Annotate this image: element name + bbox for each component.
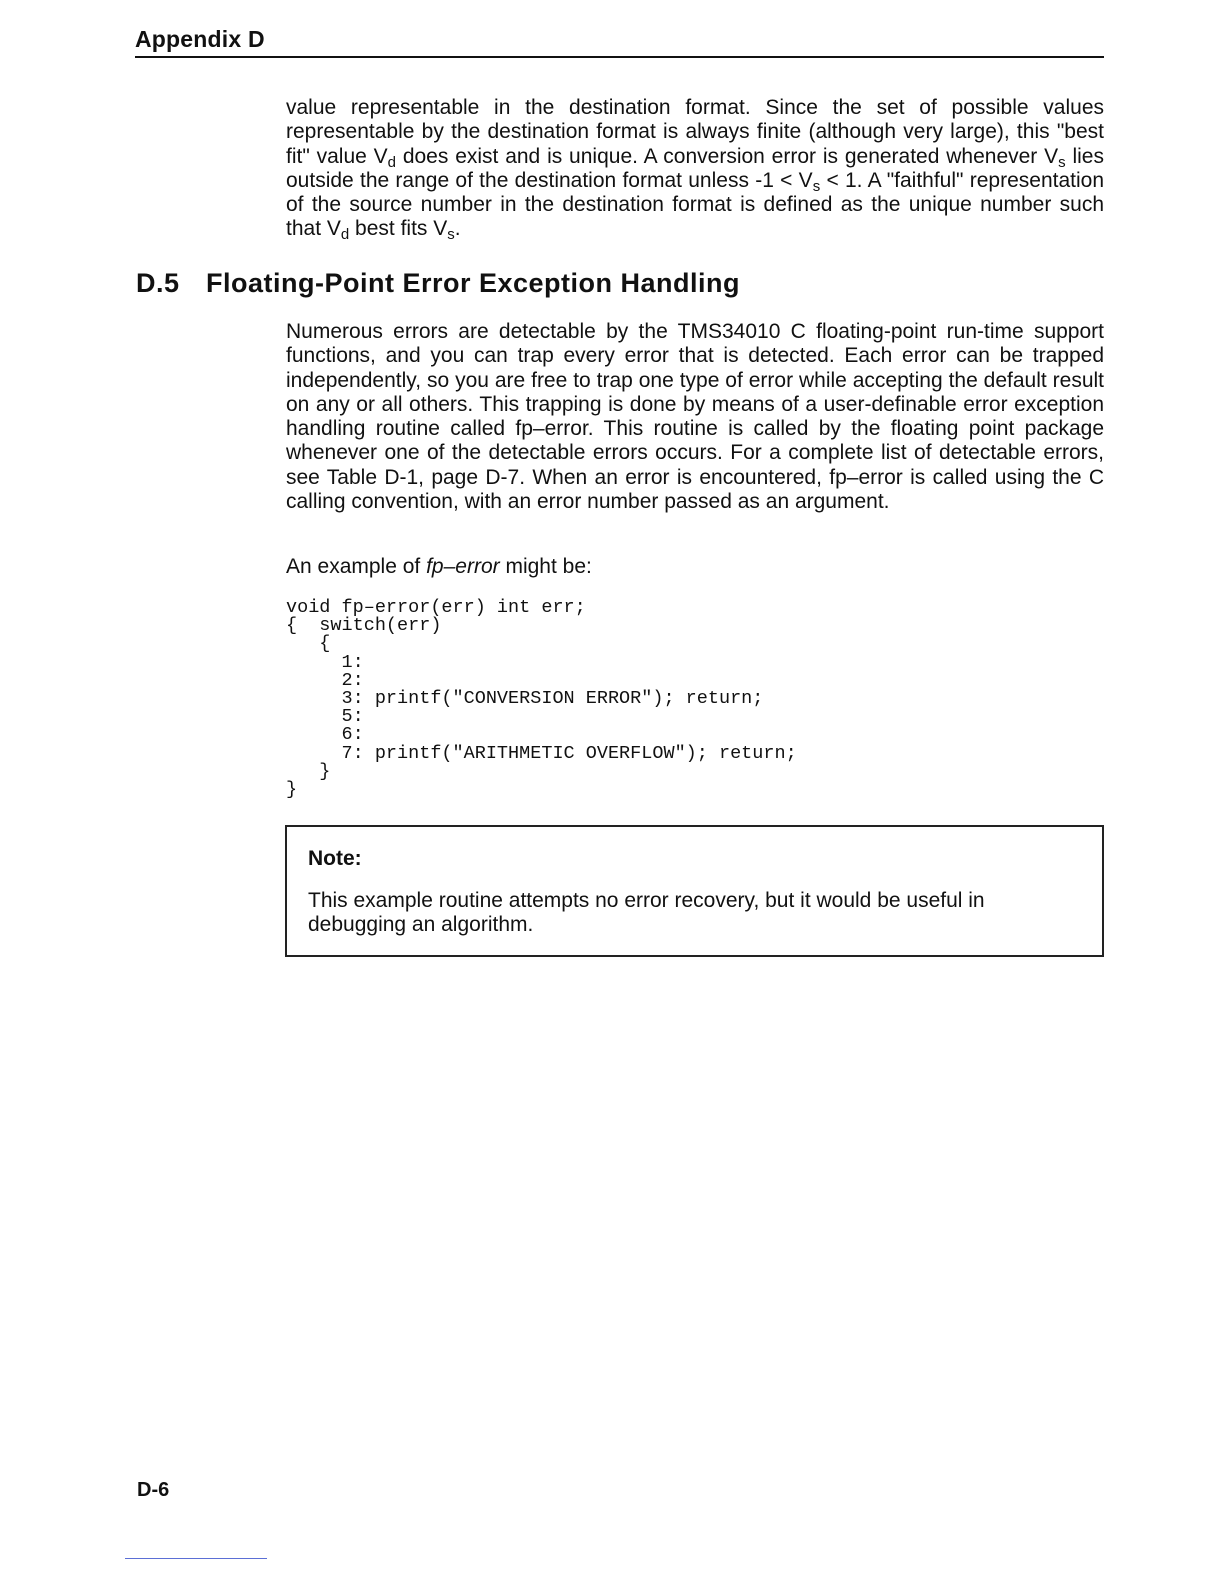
paragraph-error-handling	[286, 320, 1104, 514]
page-header	[135, 26, 1104, 58]
header-title: Appendix D	[135, 26, 265, 52]
note-box	[285, 825, 1104, 957]
section-number: D.5	[136, 268, 180, 298]
scan-artifact-line	[125, 1558, 267, 1559]
section-heading	[136, 268, 740, 299]
example-intro: An example of fp–error might be:	[286, 555, 592, 578]
code-example: void fp–error(err) int err; { switch(err) { 1: 2: 3: printf("CONVERSION ERROR"); return; 5: 6: 7: printf("ARITHMETIC OVERFLOW"); return; } }	[286, 597, 797, 801]
paragraph-error-handling-text: Numerous errors are detectable by the TMS34010 C floating-point run-time support functions, and you can trap every error that is detected. Each error can be trapped independently, so you are free to trap one type of error while accepting the default result on any or all others. This trapping is done by means of a user-definable error exception handling routine called fp–error. This routine is called by the floating point package whenever one of the detectable errors occurs. For a complete list of detectable errors, see Table D-1, page D-7. When an error is encountered, fp–error is called using the C calling convention, with an error number passed as an argument.	[286, 320, 1104, 514]
note-title: Note:	[308, 847, 362, 870]
fp-error-name: fp–error	[426, 555, 500, 578]
paragraph-best-fit-text: value representable in the destination format. Since the set of possible values representable by the destination format is always finite (although very large), this "best fit" value $V_d$ does exist and is unique. A conversion error is generated whenever $V_s$ lies outside the range of the destination format unless $-1 < V_s < 1$. A "faithful" representation of the source number in the destination format is defined as the unique number such that $V_d$ best fits $V_s$.	[286, 96, 1104, 244]
paragraph-best-fit	[286, 96, 1104, 242]
section-title: Floating-Point Error Exception Handling	[206, 268, 741, 298]
page-number: D-6	[137, 1479, 170, 1501]
note-text: This example routine attempts no error recovery, but it would be useful in debugging an algorithm.	[308, 889, 985, 937]
